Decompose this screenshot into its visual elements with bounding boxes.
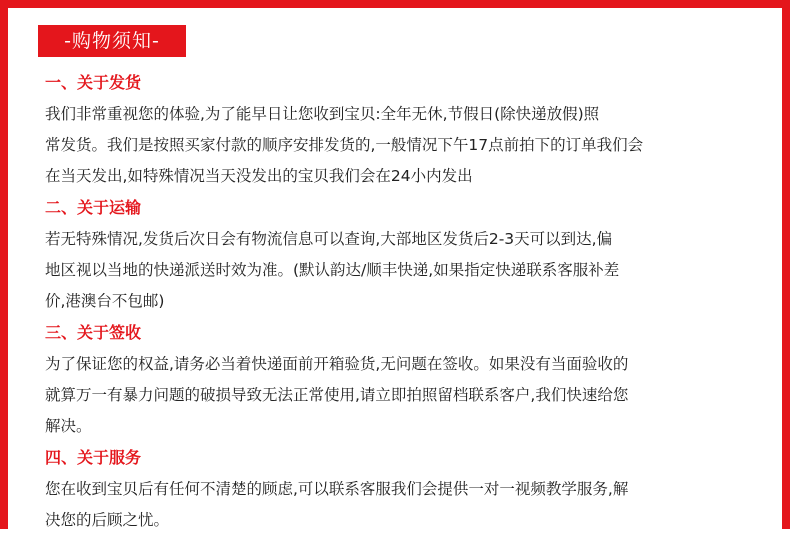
section-shipping bbox=[45, 72, 770, 192]
section-heading: 二、关于运输 bbox=[45, 198, 142, 217]
section-heading: 一、关于发货 bbox=[45, 73, 142, 92]
section-transport bbox=[45, 197, 770, 317]
section-body bbox=[45, 99, 770, 192]
section-heading: 三、关于签收 bbox=[45, 323, 142, 342]
section-service bbox=[45, 447, 770, 536]
section-heading: 四、关于服务 bbox=[45, 448, 142, 467]
section-line: 价,港澳台不包邮) bbox=[45, 292, 165, 310]
section-receipt bbox=[45, 322, 770, 442]
section-line: 您在收到宝贝后有任何不清楚的顾虑,可以联系客服我们会提供一对一视频教学服务,解 bbox=[45, 480, 629, 498]
section-line: 为了保证您的权益,请务必当着快递面前开箱验货,无问题在签收。如果没有当面验收的 bbox=[45, 355, 629, 373]
section-line: 若无特殊情况,发货后次日会有物流信息可以查询,大部地区发货后2-3天可以到达,偏 bbox=[45, 230, 613, 248]
section-body bbox=[45, 349, 770, 442]
section-line: 地区视以当地的快递派送时效为准。(默认韵达/顺丰快递,如果指定快递联系客服补差 bbox=[45, 261, 620, 279]
section-line: 就算万一有暴力问题的破损导致无法正常使用,请立即拍照留档联系客户,我们快速给您 bbox=[45, 386, 629, 404]
section-line: 在当天发出,如特殊情况当天没发出的宝贝我们会在24小内发出 bbox=[45, 167, 473, 185]
shopping-notice-content bbox=[45, 72, 770, 539]
section-line: 决您的后顾之忧。 bbox=[45, 511, 170, 529]
section-line: 我们非常重视您的体验,为了能早日让您收到宝贝:全年无休,节假日(除快递放假)照 bbox=[45, 105, 600, 123]
section-line: 解决。 bbox=[45, 417, 92, 435]
section-body bbox=[45, 474, 770, 536]
page-title: -购物须知- bbox=[38, 25, 186, 57]
section-line: 常发货。我们是按照买家付款的顺序安排发货的,一般情况下午17点前拍下的订单我们会 bbox=[45, 136, 644, 154]
section-body bbox=[45, 224, 770, 317]
